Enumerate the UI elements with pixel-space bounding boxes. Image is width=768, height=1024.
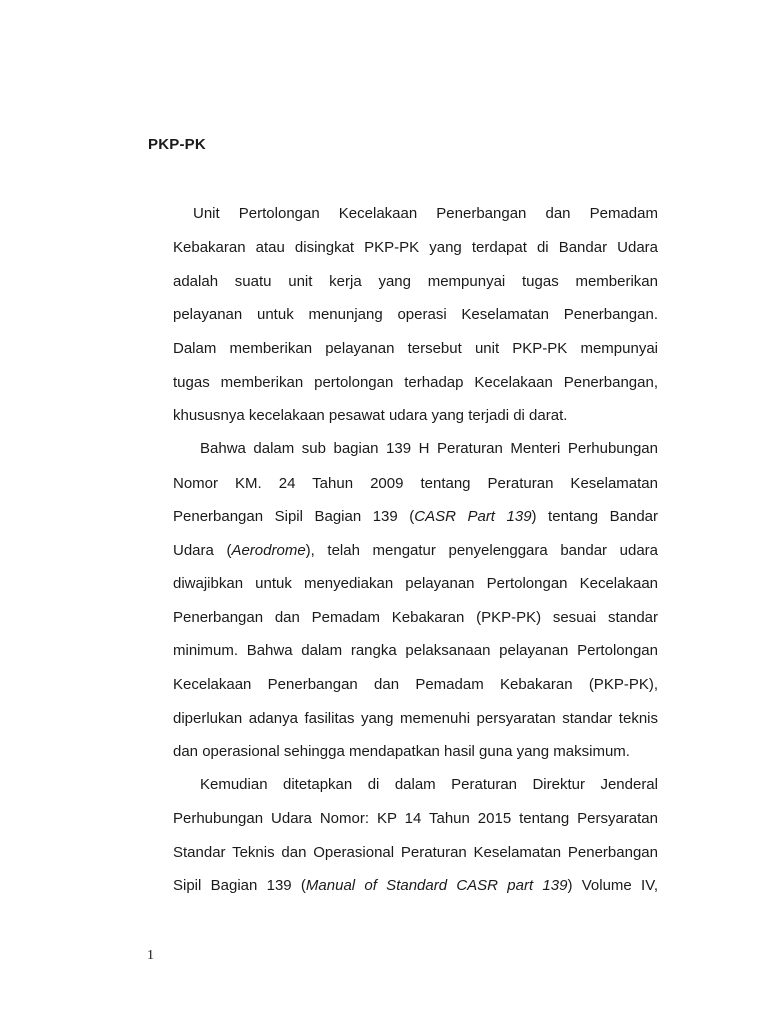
paragraph-2-line-4 [173, 541, 658, 561]
italic-term: CASR Part 139 [414, 508, 532, 525]
paragraph-2-line-6: Penerbangan dan Pemadam Kebakaran (PKP-PK) sesuai standar [173, 609, 658, 626]
paragraph-3-line-1: Kemudian ditetapkan di dalam Peraturan Direktur Jenderal [200, 776, 658, 793]
paragraph-3-line-3: Standar Teknis dan Operasional Peraturan Keselamatan Penerbangan [173, 844, 658, 861]
text-segment: Sipil Bagian 139 ( [173, 877, 306, 894]
paragraph-2-line-2: Nomor KM. 24 Tahun 2009 tentang Peraturan Keselamatan [173, 475, 658, 492]
italic-term: Aerodrome [231, 542, 306, 559]
paragraph-1-line-3: adalah suatu unit kerja yang mempunyai tugas memberikan [173, 273, 658, 290]
text-segment: Penerbangan Sipil Bagian 139 ( [173, 508, 415, 525]
paragraph-2-line-1: Bahwa dalam sub bagian 139 H Peraturan Menteri Perhubungan [200, 440, 658, 457]
text-segment: ) Volume IV, [567, 877, 658, 894]
paragraph-1-line-1: Unit Pertolongan Kecelakaan Penerbangan dan Pemadam [193, 205, 658, 222]
paragraph-2-line-10: dan operasional sehingga mendapatkan hasil guna yang maksimum. [173, 743, 630, 760]
paragraph-1-line-6: tugas memberikan pertolongan terhadap Kecelakaan Penerbangan, [173, 374, 658, 391]
paragraph-2-line-7: minimum. Bahwa dalam rangka pelaksanaan pelayanan Pertolongan [173, 642, 658, 659]
paragraph-2-line-5: diwajibkan untuk menyediakan pelayanan Pertolongan Kecelakaan [173, 575, 658, 592]
text-segment: Udara ( [173, 542, 232, 559]
paragraph-1-line-4: pelayanan untuk menunjang operasi Keselamatan Penerbangan. [173, 306, 658, 323]
paragraph-2-line-8: Kecelakaan Penerbangan dan Pemadam Kebakaran (PKP-PK), [173, 676, 658, 693]
paragraph-1-line-7: khususnya kecelakaan pesawat udara yang terjadi di darat. [173, 407, 568, 424]
page-number: 1 [147, 948, 154, 963]
paragraph-1-line-5: Dalam memberikan pelayanan tersebut unit PKP-PK mempunyai [173, 340, 658, 357]
text-segment: ), telah mengatur penyelenggara bandar udara [305, 542, 658, 559]
paragraph-3-line-2: Perhubungan Udara Nomor: KP 14 Tahun 2015 tentang Persyaratan [173, 810, 658, 827]
section-heading: PKP-PK [148, 136, 206, 153]
paragraph-1-line-2: Kebakaran atau disingkat PKP-PK yang terdapat di Bandar Udara [173, 239, 658, 256]
text-segment: ) tentang Bandar [531, 508, 658, 525]
italic-term: Manual of Standard CASR part 139 [305, 877, 568, 894]
paragraph-2-line-9: diperlukan adanya fasilitas yang memenuhi persyaratan standar teknis [173, 710, 658, 727]
paragraph-2-line-3 [173, 507, 658, 527]
paragraph-3-line-4 [173, 876, 658, 896]
